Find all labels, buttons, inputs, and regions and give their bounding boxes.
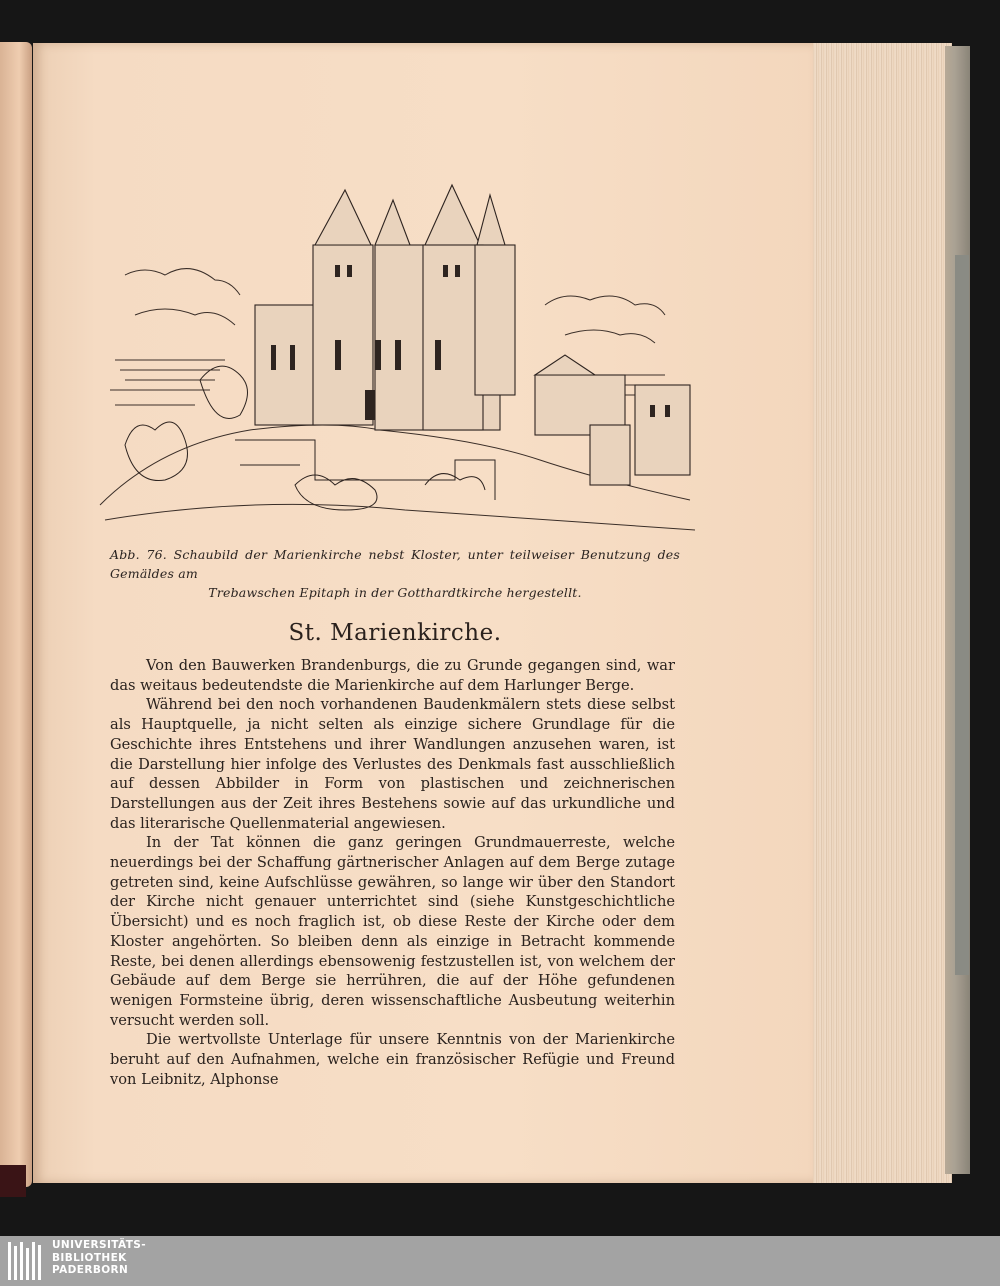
caption-line-2: Trebawschen Epitaph in der Gotthardtkirche hergestellt. [208,585,582,600]
library-name-line-2: BIBLIOTHEK [52,1251,127,1264]
church-engraving [95,175,700,535]
library-name-line-1: UNIVERSITÄTS- [52,1239,147,1251]
caption-line-1: Abb. 76. Schaubild der Marienkirche nebst Kloster, unter teilweiser Benutzung des Gemäldes am [110,547,680,581]
paragraph: Die wertvollste Unterlage für unsere Kenntnis von der Marienkirche beruht auf den Aufnahmen, welche ein französischer Refügie und Freund von Leibnitz, Alphonse [110,1031,675,1088]
paragraph: In der Tat können die ganz geringen Grundmauerreste, welche neuerdings bei der Schaffung gärtnerischer Anlagen auf dem Berge zutage getreten sind, keine Aufschlüsse gewähren, so lange wir über den Standort der Kirche nicht genauer unterrichtet sind (siehe Kunstgeschichtliche Übersicht) und es noch fraglich ist, ob diese Reste der Kirche oder dem Kloster angehörten. So bleiben denn als einzige in Betracht kommende Reste, bei denen allerdings ebensowenig festzustellen ist, von welchem der Gebäude auf dem Berge sie herrühren, die auf der Höhe gefundenen wenigen Formsteine übrig, deren wissenschaftliche Ausbeutung weiterhin versucht werden soll. [110,834,675,1029]
page-edges [812,43,952,1183]
figure-caption [110,545,680,602]
left-page [0,42,32,1187]
body-text [110,656,675,1089]
paragraph: Von den Bauwerken Brandenburgs, die zu Grunde gegangen sind, war das weitaus bedeutendste die Marienkirche auf dem Harlunger Berge. [110,657,675,694]
library-footer [0,1236,1000,1286]
library-name-line-3: PADERBORN [52,1264,129,1276]
paragraph: Während bei den noch vorhandenen Baudenkmälern stets diese selbst als Hauptquelle, ja nicht selten als einzige sichere Grundlage für die Geschichte ihres Entstehens und ihrer Wandlungen anzusehen waren, ist die Darstellung hier infolge des Verlustes des Denkmals fast ausschließlich auf dessen Abbilder in Form von plastischen und zeichnerischen Darstellungen aus der Zeit ihres Bestehens sowie auf das urkundliche und das literarische Quellenmaterial angewiesen. [110,696,675,832]
library-name [52,1239,146,1277]
left-page-binding [0,1165,26,1197]
section-heading: St. Marienkirche. [288,620,502,646]
library-logo-icon [8,1242,46,1280]
cover-spine-strip [955,255,969,975]
